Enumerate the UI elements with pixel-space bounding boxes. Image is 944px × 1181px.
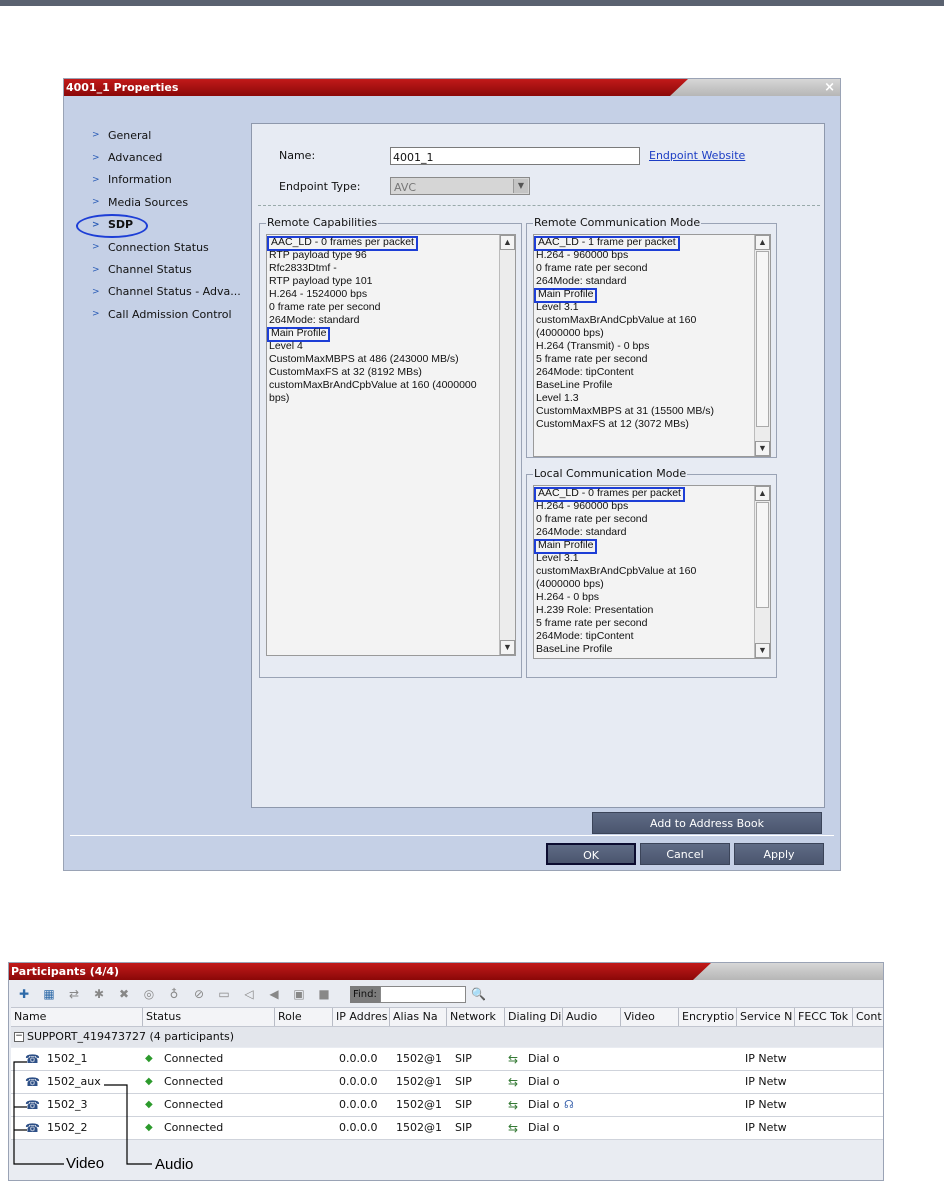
layout-icon[interactable]: ▣ (293, 987, 305, 1001)
nav-item-general[interactable]: > General (92, 128, 152, 142)
column-header-service-name[interactable]: Service N (737, 1008, 795, 1026)
connected-icon: ◆ (145, 1053, 153, 1064)
participant-alias: 1502@1 (396, 1121, 442, 1134)
sdp-line-text: Level 4 (269, 340, 303, 352)
sdp-line-text: RTP payload type 96 (269, 249, 367, 261)
vertical-scrollbar[interactable] (754, 235, 770, 456)
sdp-line (269, 236, 497, 249)
sdp-line-text: AAC_LD - 1 frame per packet (534, 236, 680, 251)
cancel-button[interactable]: Cancel (640, 843, 730, 865)
scroll-up-icon[interactable]: ▲ (755, 486, 770, 501)
sdp-line (269, 288, 497, 301)
nav-item-media-sources[interactable]: > Media Sources (92, 195, 189, 209)
sdp-line-text: BaseLine Profile (536, 379, 613, 391)
column-header-role[interactable]: Role (275, 1008, 333, 1026)
participants-title-bar (9, 963, 883, 980)
volume-up-icon[interactable]: ◀ (269, 987, 279, 1001)
scroll-thumb[interactable] (756, 502, 769, 608)
endpoint-icon: ☎ (25, 1121, 40, 1135)
sdp-line (269, 379, 497, 392)
remote-comm-mode-legend: Remote Communication Mode (534, 216, 701, 229)
scroll-down-icon[interactable]: ▼ (500, 640, 515, 655)
sdp-line-text: CustomMaxFS at 12 (3072 MBs) (536, 418, 689, 430)
footer-separator (70, 835, 834, 836)
chevron-right-icon: > (92, 264, 100, 275)
collapse-icon[interactable]: − (15, 1031, 23, 1041)
sdp-line (536, 379, 752, 392)
highlight-ellipse (76, 214, 148, 238)
column-header-alias-name[interactable]: Alias Na (390, 1008, 447, 1026)
column-header-dialing-direction[interactable]: Dialing Di (505, 1008, 563, 1026)
block-audio-icon[interactable]: ⊘ (193, 987, 205, 1001)
sdp-line-text: H.264 - 960000 bps (536, 500, 629, 512)
sdp-line (536, 288, 752, 301)
sdp-line-text: Rfc2833Dtmf - (269, 262, 337, 274)
record-icon[interactable]: ■ (318, 987, 330, 1001)
participant-service: IP Netw (745, 1121, 787, 1134)
dial-out-icon: ⇆ (508, 1052, 519, 1066)
scroll-up-icon[interactable]: ▲ (500, 235, 515, 250)
sdp-line (536, 405, 752, 418)
sdp-line (536, 513, 752, 526)
sdp-line (536, 578, 752, 591)
vertical-scrollbar[interactable] (499, 235, 515, 655)
sdp-line-text: H.264 - 0 bps (536, 591, 600, 603)
nav-item-channel-status-advanced[interactable]: > Channel Status - Adva... (92, 285, 241, 299)
connected-icon: ◆ (145, 1076, 153, 1087)
sdp-line (536, 487, 752, 500)
participant-service: IP Netw (745, 1098, 787, 1111)
remote-capabilities-text[interactable] (266, 234, 516, 656)
sdp-line-text: 264Mode: standard (536, 526, 627, 538)
nav-item-call-admission-control[interactable]: > Call Admission Control (92, 307, 232, 321)
participant-ip: 0.0.0.0 (339, 1121, 378, 1134)
scroll-up-icon[interactable]: ▲ (755, 235, 770, 250)
participant-network: SIP (455, 1075, 472, 1088)
separator (258, 205, 820, 206)
sdp-line (536, 591, 752, 604)
nav-item-advanced[interactable]: > Advanced (92, 151, 163, 165)
participant-service: IP Netw (745, 1075, 787, 1088)
remote-comm-mode-lines (534, 235, 770, 431)
participant-name: 1502_aux (47, 1075, 101, 1088)
sdp-line-text: Main Profile (267, 327, 330, 342)
search-icon[interactable]: 🔍 (471, 987, 486, 1001)
remote-capabilities-lines (267, 235, 515, 405)
column-header-fecc-token[interactable]: FECC Tok (795, 1008, 853, 1026)
sdp-line-text: 264Mode: standard (269, 314, 360, 326)
participant-status: Connected (164, 1121, 224, 1134)
sdp-line-text: RTP payload type 101 (269, 275, 373, 287)
sdp-line-text: 0 frame rate per second (536, 513, 648, 525)
sdp-line-text: Level 3.1 (536, 552, 579, 564)
sdp-line-text: 264Mode: tipContent (536, 366, 634, 378)
sdp-line-text: Main Profile (534, 288, 597, 303)
find-label: Find: (350, 986, 380, 1003)
local-comm-mode-lines (534, 486, 770, 656)
sdp-line (536, 314, 752, 327)
sdp-line-text: customMaxBrAndCpbValue at 160 (4000000 (269, 379, 477, 391)
scroll-thumb[interactable] (756, 251, 769, 427)
add-from-address-book-icon[interactable]: ▦ (43, 987, 55, 1001)
sdp-line-text: Level 3.1 (536, 301, 579, 313)
dialog-title-bar (64, 79, 840, 96)
delete-participant-icon[interactable]: ✖ (118, 987, 130, 1001)
column-header-ip-address[interactable]: IP Addres (333, 1008, 390, 1026)
endpoint-website-link[interactable]: Endpoint Website (649, 149, 746, 162)
dial-out-icon: ⇆ (508, 1075, 519, 1089)
participant-name: 1502_1 (47, 1052, 88, 1065)
sdp-line (269, 366, 497, 379)
participant-ip: 0.0.0.0 (339, 1098, 378, 1111)
sdp-line (536, 643, 752, 656)
chevron-right-icon: > (92, 219, 100, 230)
participant-dialing: Dial o (528, 1075, 560, 1088)
sdp-line-text: bps) (269, 392, 290, 404)
sdp-line-text: H.239 Role: Presentation (536, 604, 654, 616)
remote-comm-mode-group (526, 216, 777, 458)
participant-alias: 1502@1 (396, 1098, 442, 1111)
name-label: Name: (279, 149, 316, 162)
column-header-video[interactable]: Video (621, 1008, 679, 1026)
sdp-line-text: CustomMaxMBPS at 31 (15500 MB/s) (536, 405, 714, 417)
participant-network: SIP (455, 1098, 472, 1111)
endpoint-type-select[interactable] (390, 177, 530, 195)
chevron-right-icon: > (92, 242, 100, 253)
sdp-line (269, 275, 497, 288)
title-bar-tail (670, 79, 840, 96)
participant-status: Connected (164, 1075, 224, 1088)
sdp-line (536, 392, 752, 405)
properties-dialog (63, 78, 841, 871)
sdp-line (269, 301, 497, 314)
add-to-address-book-button[interactable]: Add to Address Book (592, 812, 822, 834)
sdp-line (536, 340, 752, 353)
sdp-line (536, 301, 752, 314)
sdp-line-text: CustomMaxMBPS at 486 (243000 MB/s) (269, 353, 459, 365)
table-row[interactable] (11, 1094, 883, 1117)
column-header-content[interactable]: Cont (856, 1010, 882, 1023)
sdp-line-text: 264Mode: standard (536, 275, 627, 287)
sdp-line-text: 0 frame rate per second (536, 262, 648, 274)
sidebar-nav (92, 124, 252, 326)
participant-dialing: Dial o (528, 1121, 560, 1134)
sdp-line (269, 392, 497, 405)
video-annotation: Video (66, 1155, 105, 1172)
disconnect-icon[interactable]: ✱ (93, 987, 105, 1001)
connect-icon[interactable]: ⇄ (68, 987, 80, 1001)
sdp-line-text: 0 frame rate per second (269, 301, 381, 313)
sdp-line (536, 630, 752, 643)
video-icon[interactable]: ▭ (218, 987, 230, 1001)
sdp-line-text: AAC_LD - 0 frames per packet (534, 487, 685, 502)
column-header-status[interactable]: Status (143, 1008, 275, 1026)
chevron-down-icon: ▼ (513, 179, 528, 193)
sdp-line (536, 617, 752, 630)
scroll-down-icon[interactable]: ▼ (755, 643, 770, 658)
participants-pane (8, 962, 884, 1181)
ok-button[interactable]: OK (546, 843, 636, 865)
audio-status-icon: ☊ (564, 1098, 574, 1111)
conference-group-label: SUPPORT_419473727 (4 participants) (27, 1030, 235, 1043)
local-comm-mode-text[interactable] (533, 485, 771, 659)
participant-status: Connected (164, 1052, 224, 1065)
connected-icon: ◆ (145, 1122, 153, 1133)
apply-button[interactable]: Apply (734, 843, 824, 865)
sdp-line-text: customMaxBrAndCpbValue at 160 (536, 314, 697, 326)
sdp-line-text: H.264 - 1524000 bps (269, 288, 368, 300)
vertical-scrollbar[interactable] (754, 486, 770, 658)
table-row[interactable] (11, 1048, 883, 1071)
endpoint-icon: ☎ (25, 1098, 40, 1112)
name-field[interactable]: 4001_1 (390, 147, 640, 165)
sdp-line-text: 5 frame rate per second (536, 617, 648, 629)
title-bar-tail (693, 963, 883, 980)
sdp-line-text: CustomMaxFS at 32 (8192 MBs) (269, 366, 422, 378)
sdp-line (269, 314, 497, 327)
remote-capabilities-legend: Remote Capabilities (267, 216, 378, 229)
dial-out-icon: ⇆ (508, 1121, 519, 1135)
sdp-line (536, 236, 752, 249)
table-row[interactable] (11, 1117, 883, 1140)
sdp-line (536, 418, 752, 431)
sdp-line-text: 264Mode: tipContent (536, 630, 634, 642)
chevron-right-icon: > (92, 130, 100, 141)
nav-item-information[interactable]: > Information (92, 173, 172, 187)
sdp-line (269, 353, 497, 366)
sdp-line (536, 262, 752, 275)
sdp-line-text: 5 frame rate per second (536, 353, 648, 365)
endpoint-icon: ☎ (25, 1075, 40, 1089)
endpoint-type-value: AVC (394, 181, 417, 194)
top-bar (0, 0, 944, 6)
nav-item-sdp[interactable]: > SDP (92, 214, 252, 236)
nav-item-connection-status[interactable]: > Connection Status (92, 240, 209, 254)
sdp-line (536, 366, 752, 379)
sdp-line (536, 526, 752, 539)
sdp-line (269, 262, 497, 275)
participant-name: 1502_2 (47, 1121, 88, 1134)
volume-down-icon[interactable]: ◁ (244, 987, 254, 1001)
column-header-network[interactable]: Network (447, 1008, 505, 1026)
participant-dialing: Dial o (528, 1052, 560, 1065)
participant-alias: 1502@1 (396, 1075, 442, 1088)
find-input[interactable] (380, 986, 466, 1003)
chevron-right-icon: > (92, 197, 100, 208)
participants-toolbar (9, 982, 883, 1006)
sdp-line-text: H.264 - 960000 bps (536, 249, 629, 261)
nav-item-channel-status[interactable]: > Channel Status (92, 263, 192, 277)
local-comm-mode-group (526, 467, 777, 678)
mute-audio-icon[interactable]: ◎ (143, 987, 155, 1001)
close-icon[interactable]: × (824, 80, 835, 95)
participant-ip: 0.0.0.0 (339, 1052, 378, 1065)
table-row[interactable] (11, 1071, 883, 1094)
scroll-down-icon[interactable]: ▼ (755, 441, 770, 456)
sdp-line (536, 604, 752, 617)
column-header-encryption[interactable]: Encryptio (679, 1008, 737, 1026)
chevron-right-icon: > (92, 174, 100, 185)
sdp-line (536, 353, 752, 366)
chevron-right-icon: > (92, 309, 100, 320)
participant-ip: 0.0.0.0 (339, 1075, 378, 1088)
participant-network: SIP (455, 1052, 472, 1065)
chevron-right-icon: > (92, 152, 100, 163)
remote-capabilities-group (259, 216, 522, 678)
column-header-audio[interactable]: Audio (563, 1008, 621, 1026)
table-header (11, 1007, 883, 1027)
participant-alias: 1502@1 (396, 1052, 442, 1065)
participant-name: 1502_3 (47, 1098, 88, 1111)
sdp-line-text: Main Profile (534, 539, 597, 554)
audio-annotation: Audio (155, 1156, 194, 1173)
sdp-line-text: (4000000 bps) (536, 578, 604, 590)
add-participant-icon[interactable]: ✚ (18, 987, 30, 1001)
sdp-line-text: (4000000 bps) (536, 327, 604, 339)
remote-comm-mode-text[interactable] (533, 234, 771, 457)
participant-service: IP Netw (745, 1052, 787, 1065)
sdp-line-text: H.264 (Transmit) - 0 bps (536, 340, 650, 352)
dialog-title: 4001_1 Properties (66, 81, 179, 94)
sdp-line-text: customMaxBrAndCpbValue at 160 (536, 565, 697, 577)
sdp-line (536, 275, 752, 288)
sdp-panel (251, 123, 825, 808)
column-header-name[interactable]: Name (11, 1008, 143, 1026)
connected-icon: ◆ (145, 1099, 153, 1110)
sdp-line (536, 327, 752, 340)
participant-dialing: Dial o (528, 1098, 560, 1111)
endpoint-icon: ☎ (25, 1052, 40, 1066)
sdp-line-text: AAC_LD - 0 frames per packet (267, 236, 418, 251)
sdp-line (536, 552, 752, 565)
sdp-line (269, 327, 497, 340)
local-comm-mode-legend: Local Communication Mode (534, 467, 687, 480)
sdp-line (536, 565, 752, 578)
participant-network: SIP (455, 1121, 472, 1134)
endpoint-type-label: Endpoint Type: (279, 180, 361, 193)
sdp-line (536, 539, 752, 552)
conference-group-row[interactable] (11, 1027, 883, 1047)
dial-out-icon: ⇆ (508, 1098, 519, 1112)
participant-status: Connected (164, 1098, 224, 1111)
microphone-icon[interactable]: ♁ (169, 987, 179, 1001)
chevron-right-icon: > (92, 286, 100, 297)
sdp-line-text: Level 1.3 (536, 392, 579, 404)
participants-title: Participants (4/4) (11, 965, 120, 978)
sdp-line-text: BaseLine Profile (536, 643, 613, 655)
